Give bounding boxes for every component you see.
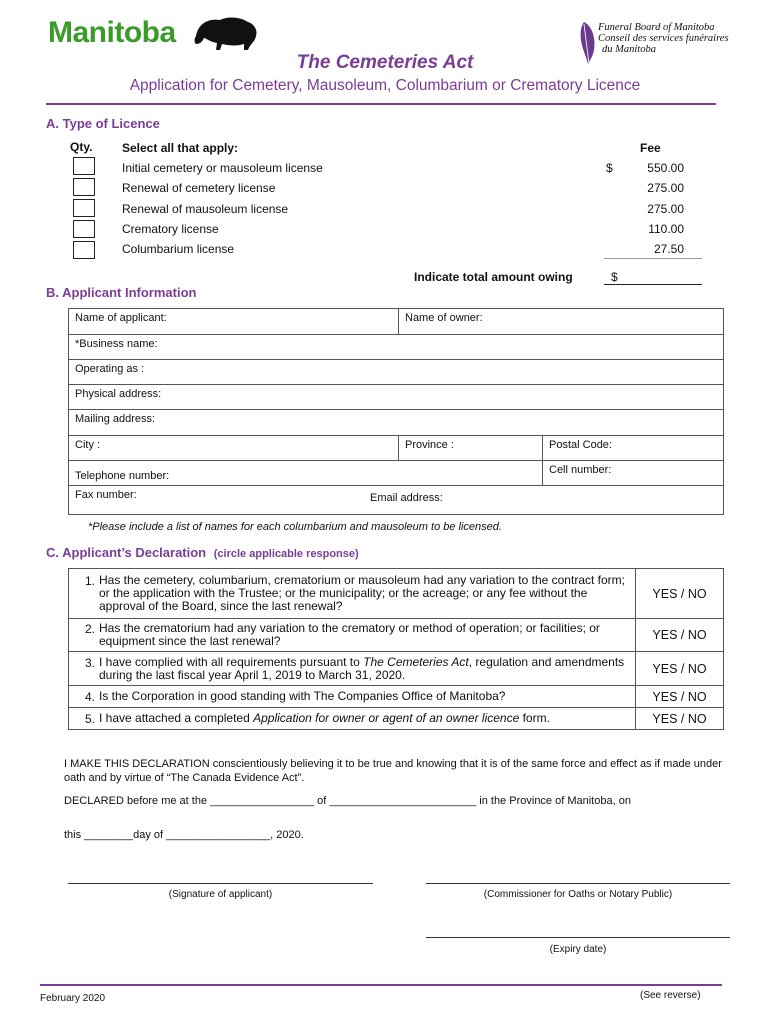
operating-as-field[interactable] bbox=[69, 360, 724, 385]
owner-licence-form-ref: Application for owner or agent of an owner licence bbox=[253, 710, 520, 725]
field-label: City : bbox=[75, 439, 101, 451]
question-number: 4. bbox=[84, 689, 95, 704]
licence-checkbox-renewal-mausoleum[interactable] bbox=[73, 199, 95, 217]
cell-number-field[interactable] bbox=[543, 461, 724, 486]
section-c-subheading: (circle applicable response) bbox=[213, 548, 359, 560]
field-label: Physical address: bbox=[75, 388, 162, 400]
answer-yes-no-1[interactable]: YES / NO bbox=[636, 569, 724, 619]
cemeteries-act-ref: The Cemeteries Act bbox=[363, 654, 469, 669]
expiry-date-line[interactable] bbox=[426, 937, 730, 938]
expiry-date-label: (Expiry date) bbox=[549, 944, 607, 955]
physical-address-field[interactable] bbox=[69, 385, 724, 410]
name-of-owner-field[interactable] bbox=[399, 309, 724, 335]
field-label: Name of applicant: bbox=[75, 312, 167, 324]
field-label: Name of owner: bbox=[405, 312, 483, 324]
question-number: 3. bbox=[84, 655, 95, 670]
total-currency: $ bbox=[611, 270, 618, 284]
see-reverse-note: (See reverse) bbox=[640, 990, 701, 1001]
answer-yes-no-4[interactable]: YES / NO bbox=[636, 686, 724, 708]
field-label: Postal Code: bbox=[549, 439, 612, 451]
question-text: Has the cemetery, columbarium, crematorium or mausoleum had any variation to the contract form; or the application with the Trustee; or the municipality; or the acreage; or any fee without the approval of the Board, since the last renewal? bbox=[99, 573, 625, 613]
fax-email-row bbox=[69, 486, 724, 515]
licence-label: Renewal of mausoleum license bbox=[122, 202, 289, 216]
question-4 bbox=[69, 686, 636, 708]
q3-text-a: I have complied with all requirements pursuant to bbox=[99, 654, 364, 669]
fee-rule bbox=[604, 258, 702, 259]
licence-fee: 275.00 bbox=[647, 202, 684, 216]
fax-number-field[interactable] bbox=[69, 486, 370, 514]
field-label: Mailing address: bbox=[75, 413, 156, 425]
board-name-fr-1: Conseil des services funéraires bbox=[598, 33, 729, 44]
question-number: 2. bbox=[84, 622, 95, 636]
licence-fee: 275.00 bbox=[647, 181, 684, 195]
field-label: Province : bbox=[405, 439, 454, 451]
name-of-applicant-field[interactable] bbox=[69, 309, 399, 335]
columbarium-note: *Please include a list of names for each columbarium and mausoleum to be licensed. bbox=[88, 521, 502, 533]
total-label: Indicate total amount owing bbox=[414, 270, 573, 284]
fee-header: Fee bbox=[640, 141, 661, 155]
declaration-table bbox=[68, 568, 724, 730]
answer-yes-no-5[interactable]: YES / NO bbox=[636, 708, 724, 730]
date-line: this ________day of _________________, 2020. bbox=[64, 829, 304, 841]
question-text: Has the crematorium had any variation to the crematory or method of operation; or facilities; or equipment since the last renewal? bbox=[99, 621, 600, 648]
footer-date: February 2020 bbox=[40, 993, 106, 1004]
question-2 bbox=[69, 619, 636, 652]
question-number: 1. bbox=[84, 574, 95, 588]
telephone-field[interactable] bbox=[69, 461, 543, 486]
email-address-field[interactable] bbox=[370, 486, 449, 514]
answer-yes-no-2[interactable]: YES / NO bbox=[636, 619, 724, 652]
field-label: *Business name: bbox=[75, 338, 158, 350]
footer-divider bbox=[40, 984, 722, 986]
mailing-address-field[interactable] bbox=[69, 410, 724, 436]
licence-checkbox-initial[interactable] bbox=[73, 157, 95, 175]
applicant-signature-line[interactable] bbox=[68, 883, 373, 884]
applicant-signature-label: (Signature of applicant) bbox=[168, 889, 273, 900]
bison-icon bbox=[192, 14, 262, 54]
fee-currency: $ bbox=[606, 161, 613, 175]
licence-checkbox-crematory[interactable] bbox=[73, 220, 95, 238]
postal-code-field[interactable] bbox=[543, 436, 724, 461]
business-name-field[interactable] bbox=[69, 335, 724, 360]
q3-text-b: , regulation and amendments during the last fiscal year April 1, 2019 to March 31, 2020. bbox=[99, 654, 625, 682]
board-name-en: Funeral Board of Manitoba bbox=[598, 22, 715, 33]
declared-line: DECLARED before me at the _________________ of ________________________ in the Province of Manitoba, on bbox=[64, 795, 631, 807]
application-title: Application for Cemetery, Mausoleum, Columbarium or Crematory Licence bbox=[129, 77, 641, 94]
section-b-heading: B. Applicant Information bbox=[46, 285, 197, 300]
qty-header: Qty. bbox=[70, 140, 93, 154]
section-c-heading bbox=[46, 545, 359, 560]
declaration-statement: I MAKE THIS DECLARATION conscientiously believing it to be true and knowing that it is of the same force and effect as if made under oath and by virtue of “The Canada Evidence Act”. bbox=[64, 758, 722, 784]
question-3 bbox=[69, 652, 636, 686]
header-divider bbox=[46, 103, 716, 105]
licence-label: Crematory license bbox=[122, 222, 219, 236]
select-header: Select all that apply: bbox=[122, 141, 239, 155]
field-label: Cell number: bbox=[549, 464, 612, 476]
field-label: Operating as : bbox=[75, 363, 145, 375]
licence-checkbox-columbarium[interactable] bbox=[73, 241, 95, 259]
manitoba-logo-text: Manitoba bbox=[48, 16, 176, 49]
field-label: Telephone number: bbox=[75, 470, 170, 482]
board-name-fr-2: du Manitoba bbox=[602, 44, 656, 55]
licence-label: Renewal of cemetery license bbox=[122, 181, 276, 195]
question-number: 5. bbox=[84, 711, 95, 726]
answer-yes-no-3[interactable]: YES / NO bbox=[636, 652, 724, 686]
city-field[interactable] bbox=[69, 436, 399, 461]
licence-fee: 27.50 bbox=[653, 242, 684, 256]
licence-fee: 110.00 bbox=[648, 222, 684, 236]
section-a-heading: A. Type of Licence bbox=[46, 116, 160, 131]
total-amount-field[interactable] bbox=[604, 284, 702, 285]
applicant-info-table bbox=[68, 308, 724, 515]
board-logo-text bbox=[598, 22, 729, 55]
question-1 bbox=[69, 569, 636, 619]
question-text bbox=[99, 712, 629, 725]
licence-label: Columbarium license bbox=[122, 242, 235, 256]
commissioner-signature-label: (Commissioner for Oaths or Notary Public) bbox=[483, 889, 673, 900]
field-label: Fax number: bbox=[75, 489, 137, 501]
question-text: Is the Corporation in good standing with The Companies Office of Manitoba? bbox=[99, 688, 506, 703]
licence-checkbox-renewal-cemetery[interactable] bbox=[73, 178, 95, 196]
q5-text-b: form. bbox=[519, 710, 550, 725]
q5-text-a: I have attached a completed bbox=[99, 710, 254, 725]
commissioner-signature-line[interactable] bbox=[426, 883, 730, 884]
question-text bbox=[99, 656, 629, 682]
province-field[interactable] bbox=[399, 436, 543, 461]
licence-label: Initial cemetery or mausoleum license bbox=[122, 161, 323, 175]
licence-fee: 550.00 bbox=[647, 161, 684, 175]
section-c-title: C. Applicant’s Declaration bbox=[46, 545, 207, 560]
field-label: Email address: bbox=[370, 492, 443, 504]
act-title: The Cemeteries Act bbox=[296, 52, 474, 73]
question-5 bbox=[69, 708, 636, 730]
